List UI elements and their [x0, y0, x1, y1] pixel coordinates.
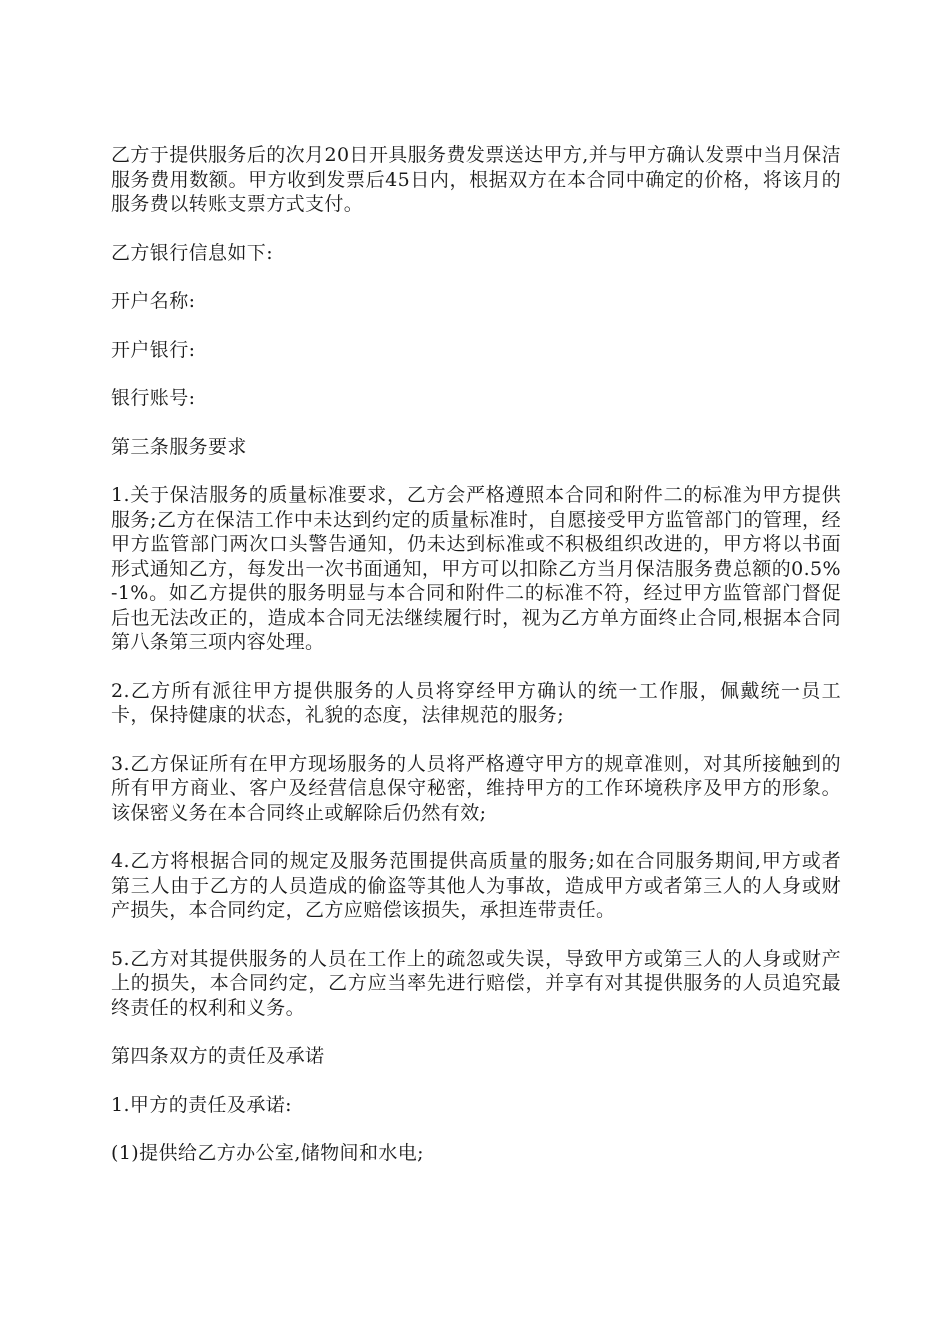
paragraph-bank-name: 开户银行:	[111, 338, 196, 361]
paragraph-requirement-4: 4.乙方将根据合同的规定及服务范围提供高质量的服务;如在合同服务期间,甲方或者第三人由于乙方的人员造成的偷盗等其他人为事故，造成甲方或者第三人的人身或财产损失，本合同约定，乙方应赔偿该损失，承担连带责任。	[111, 850, 841, 921]
paragraph-invoice-payment: 乙方于提供服务后的次月20日开具服务费发票送达甲方,并与甲方确认发票中当月保洁服务费用数额。甲方收到发票后45日内，根据双方在本合同中确定的价格，将该月的服务费以转账支票方式支付。	[111, 144, 841, 215]
section-heading-responsibilities: 第四条双方的责任及承诺	[111, 1045, 325, 1067]
paragraph-account-number: 银行账号:	[111, 387, 196, 409]
paragraph-requirement-1: 1.关于保洁服务的质量标准要求，乙方会严格遵照本合同和附件二的标准为甲方提供服务;乙方在保洁工作中未达到约定的质量标准时，自愿接受甲方监管部门的管理，经甲方监管部门两次口头警告通知，仍未达到标准或不积极组织改进的，甲方将以书面形式通知乙方，每发出一次书面通知，甲方可以扣除乙方当月保洁服务费总额的0.5%-1%。如乙方提供的服务明显与本合同和附件二的标准不符，经过甲方监管部门督促后也无法改正的，造成本合同无法继续履行时，视为乙方单方面终止合同,根据本合同第八条第三项内容处理。	[111, 484, 841, 653]
paragraph-account-name: 开户名称:	[111, 290, 196, 312]
paragraph-requirement-3: 3.乙方保证所有在甲方现场服务的人员将严格遵守甲方的规章准则，对其所接触到的所有甲方商业、客户及经营信息保守秘密，维持甲方的工作环境秩序及甲方的形象。该保密义务在本合同终止或解除后仍然有效;	[111, 752, 841, 824]
paragraph-requirement-2: 2.乙方所有派往甲方提供服务的人员将穿经甲方确认的统一工作服，佩戴统一员工卡，保持健康的状态，礼貌的态度，法律规范的服务;	[111, 679, 841, 726]
paragraph-requirement-5: 5.乙方对其提供服务的人员在工作上的疏忽或失误，导致甲方或第三人的人身或财产上的损失，本合同约定，乙方应当率先进行赔偿，并享有对其提供服务的人员追究最终责任的权利和义务。	[111, 947, 841, 1019]
paragraph-party-a-responsibilities: 1.甲方的责任及承诺:	[111, 1093, 292, 1116]
document-body	[111, 143, 841, 1190]
section-heading-service-requirements: 第三条服务要求	[111, 435, 247, 458]
paragraph-party-a-item-1: (1)提供给乙方办公室,储物间和水电;	[111, 1142, 424, 1164]
paragraph-bank-info-heading: 乙方银行信息如下:	[111, 241, 274, 264]
